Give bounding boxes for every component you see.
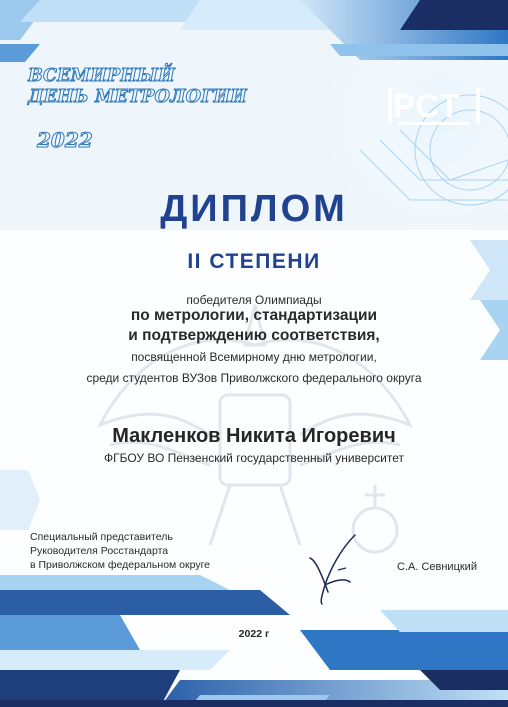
description-line-1: победителя Олимпиады [186,293,322,307]
signatory-title [30,530,210,572]
event-title-line2: ДЕНЬ МЕТРОЛОГИИ [28,87,247,107]
diploma-degree: II СТЕПЕНИ [187,250,321,273]
signatory-title-line2: Руководителя Росстандарта [30,545,169,557]
signatory-name: С.А. Севницкий [397,561,477,573]
description-line-3: и подтверждению соответствия, [128,327,380,344]
recipient-name: Макленков Никита Игоревич [112,425,396,447]
diploma-title: ДИПЛОМ [160,188,348,230]
recipient-organization: ФГБОУ ВО Пензенский государственный университет [103,451,405,465]
handwritten-signature [300,530,380,610]
event-title-line1: ВСЕМИРНЫЙ [28,66,176,86]
event-title [28,66,258,108]
description-line-4: посвященной Всемирному дню метрологии, [131,350,377,364]
description-line-2: по метрологии, стандартизации [130,307,378,324]
logo-text: РСТ [393,87,461,124]
event-year: 2022 [37,128,93,152]
issue-year: 2022 г [238,628,270,640]
signatory-title-line3: в Приволжском федеральном округе [30,559,211,571]
signatory-title-line1: Специальный представитель [30,531,173,543]
description-line-5: среди студентов ВУЗов Приволжского федерального округа [86,371,422,385]
